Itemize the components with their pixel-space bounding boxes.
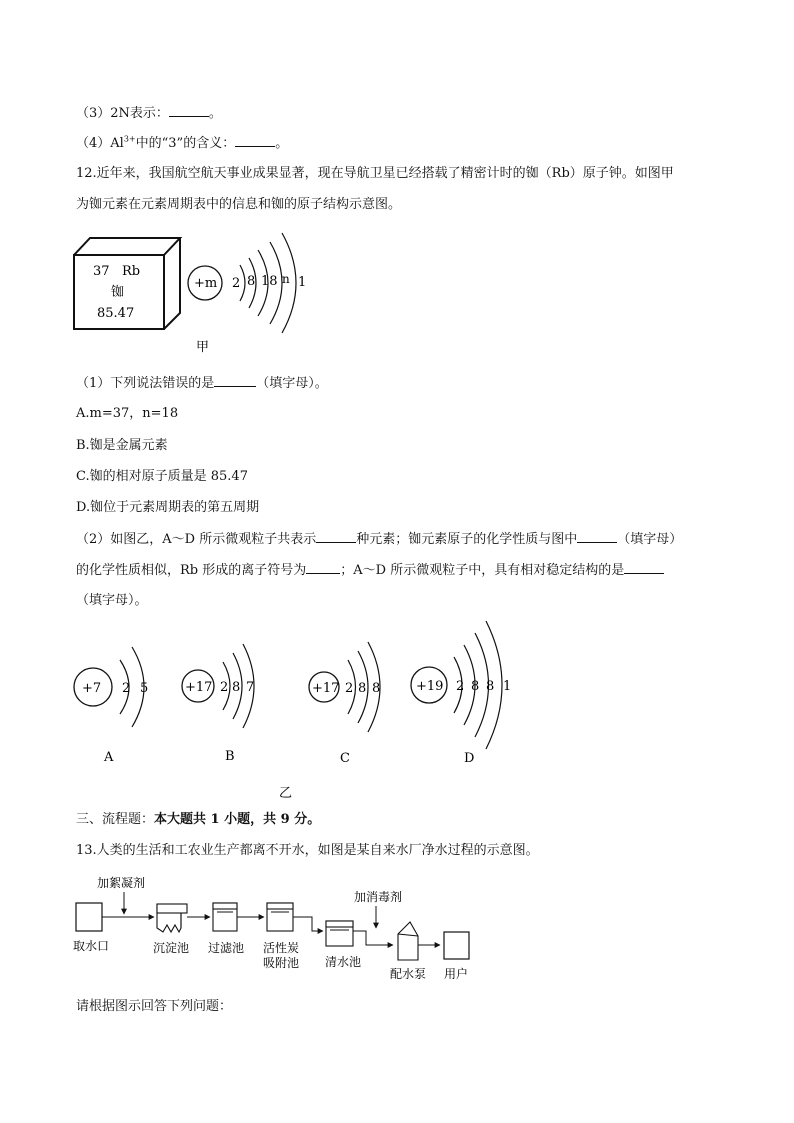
q13-stem: 13.人类的生活和工农业生产都离不开水，如图是某自来水厂净水过程的示意图。 [76,843,539,858]
figure-jia [60,225,360,360]
shell-count: 2 [232,276,241,291]
add-disinfectant-label: 加消毒剂 [354,890,403,904]
particle-label: B [225,749,235,764]
shell-count: 2 [220,680,229,695]
particle-b [182,644,254,764]
q12-stem-line1: 12.近年来，我国航空航天事业成果显著，现在导航卫星已经搭载了精密计时的铷（Rb）原子钟。如图甲 [76,166,674,181]
element-name: 铷 [111,285,125,300]
q12-option-c[interactable]: C.铷的相对原子质量是 85.47 [76,469,248,484]
clear-pool-label: 清水池 [325,955,362,969]
q12-part1: （1）下列说法错误的是 （填字母）。 [76,376,328,391]
q11-item3: （3）2N表示： 。 [76,106,222,121]
answer-blank[interactable] [316,530,356,543]
nucleus-charge: +17 [185,680,213,695]
sedimentation-tank-icon [157,904,187,932]
nucleus-charge: +17 [312,681,340,696]
answer-blank[interactable] [577,530,617,543]
figure-label-jia: 甲 [196,340,210,355]
shell-count: 5 [140,681,149,696]
user-label: 用户 [444,967,469,981]
shell-count: 8 [358,681,367,696]
nucleus-charge: +m [194,276,218,291]
nucleus-charge: +7 [82,681,102,696]
intake-box [76,903,102,931]
element-symbol: Rb [122,264,141,279]
clear-pool-icon [326,921,353,946]
rb-atom-structure [188,233,306,333]
sedimentation-label: 沉淀池 [153,941,190,955]
element-mass: 85.47 [97,306,135,321]
particle-c [309,642,380,766]
particle-d [411,621,511,766]
shell-count: 8 [471,679,480,694]
shell-count: 2 [122,681,131,696]
shell-count: 8 [247,274,256,289]
element-card [74,238,180,329]
answer-blank[interactable] [214,374,256,387]
shell-count: 1 [298,275,307,290]
add-flocculant-label: 加絮凝剂 [97,876,146,890]
q12-option-d[interactable]: D.铷位于元素周期表的第五周期 [76,500,260,515]
carbon-label-line2: 吸附池 [263,956,300,970]
pump-label: 配水泵 [390,967,427,981]
shell-count: 8 [486,679,495,694]
q11-item4: $(4)Al^{3+}$中的“3”的含义： 。 [76,134,289,151]
shell-count: 1 [503,679,512,694]
q12-stem-line2: 为铷元素在元素周期表中的信息和铷的原子结构示意图。 [76,197,402,212]
answer-blank[interactable] [235,134,275,147]
q12-part2-line2: 的化学性质相似，Rb 形成的离子符号为 ；A～D 所示微观粒子中，具有相对稳定结构的是 [76,561,664,580]
section3-heading: 三、流程题：本大题共 1 小题，共 9 分。 [76,812,321,827]
user-box [444,932,469,959]
figure-label-yi: 乙 [279,786,293,801]
shell-count: n [282,272,290,286]
pump-icon [398,922,418,960]
intake-label: 取水口 [73,939,110,953]
particle-label: A [104,750,114,765]
shell-count: 2 [456,679,465,694]
water-treatment-diagram [60,870,490,985]
figure-yi [60,615,530,805]
q13-prompt: 请根据图示回答下列问题： [76,999,233,1014]
particle-label: D [464,751,475,766]
shell-count: 7 [246,680,255,695]
shell-count: 8 [232,680,241,695]
particle-label: C [340,751,350,766]
filtration-tank-icon [213,903,237,931]
element-number: 37 [93,264,110,279]
filtration-label: 过滤池 [208,941,245,955]
shell-count: 18 [261,274,278,289]
answer-blank[interactable] [306,561,340,574]
answer-blank[interactable] [624,561,664,574]
particle-a [74,647,148,765]
shell-count: 2 [345,681,354,696]
q12-option-b[interactable]: B.铷是金属元素 [76,438,168,453]
q12-part2-line3: （填字母）。 [76,593,148,608]
carbon-label-line1: 活性炭 [263,941,300,955]
q12-option-a[interactable]: A.m=37，n=18 [76,406,179,421]
carbon-tank-icon [267,903,293,931]
q12-part2-line1: （2）如图乙，A～D 所示微观粒子共表示 种元素；铷元素原子的化学性质与图中 （填字母） [76,532,683,547]
answer-blank[interactable] [169,104,209,117]
nucleus-charge: +19 [416,679,444,694]
q11-item3-text: （3）2N表示： [76,106,169,121]
shell-count: 8 [372,681,381,696]
